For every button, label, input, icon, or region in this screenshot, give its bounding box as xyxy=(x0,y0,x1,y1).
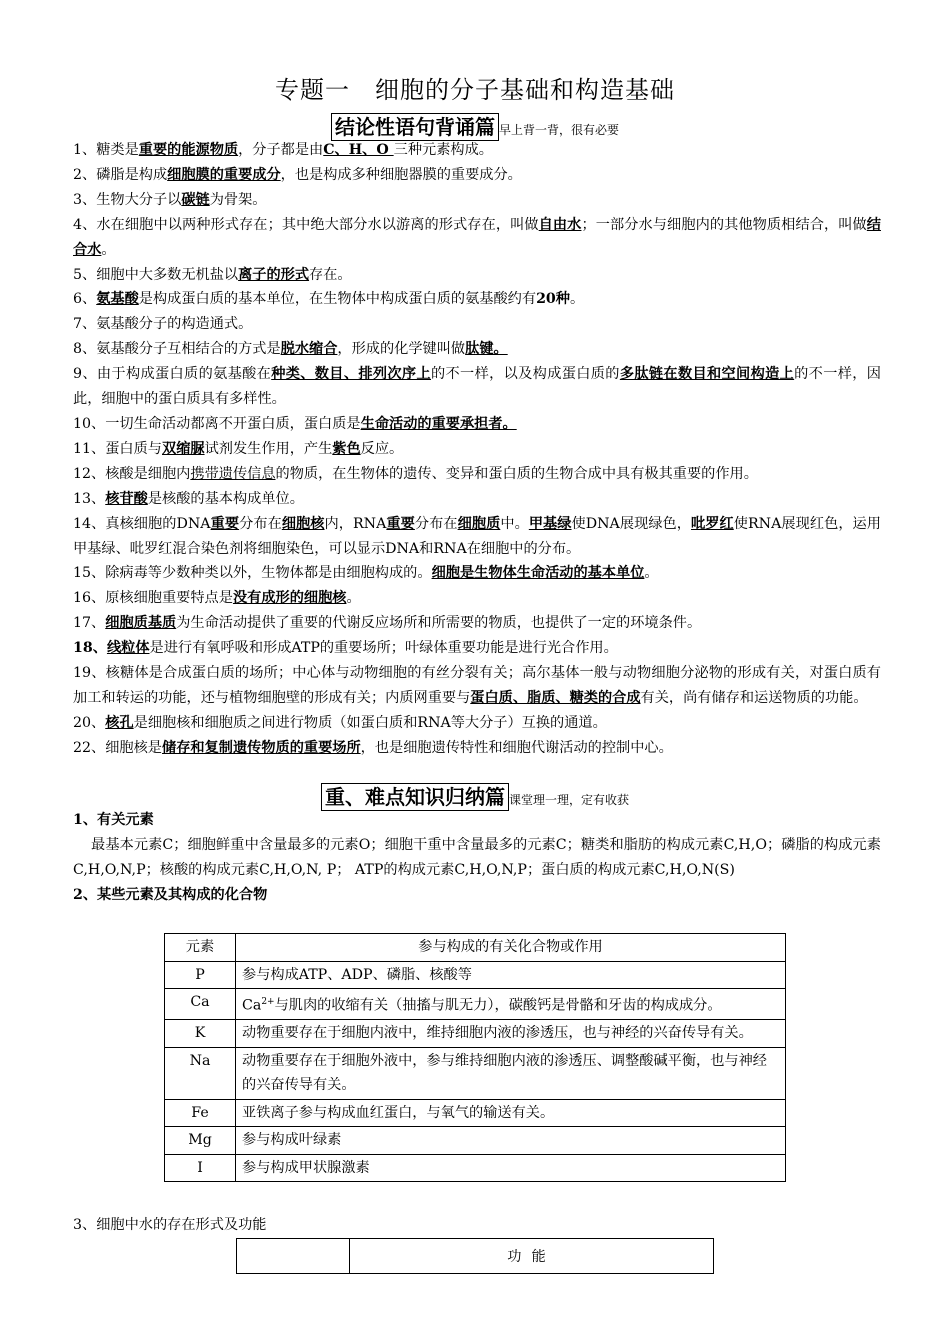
element-cell: Na xyxy=(165,1047,236,1099)
table-row xyxy=(165,989,786,1020)
element-cell: Fe xyxy=(165,1099,236,1127)
elements-paragraph: 最基本元素C；细胞鲜重中含量最多的元素O；细胞干重中含量最多的元素C；糖类和脂肪的构成元素C,H,O；磷脂的构成元素C,H,O,N,P；核酸的构成元素C,H,O,N, P； ATP的构成元素C,H,O,N,P；蛋白质的构成元素C,H,O,N(S) xyxy=(73,836,881,878)
list-item: 9、由于构成蛋白质的氨基酸在种类、数目、排列次序上的不一样，以及构成蛋白质的多肽链在数目和空间构造上的不一样，因此，细胞中的蛋白质具有多样性。 xyxy=(73,366,881,408)
table-row xyxy=(165,1020,786,1048)
list-item: 3、生物大分子以碳链为骨架。 xyxy=(73,191,267,208)
section-heading-box: 结论性语句背诵篇 xyxy=(331,113,499,141)
element-cell: Mg xyxy=(165,1127,236,1155)
elements-table xyxy=(164,933,786,1182)
list-item: 16、原核细胞重要特点是没有成形的细胞核。 xyxy=(73,590,361,607)
element-cell: Ca xyxy=(165,989,236,1020)
list-item: 8、氨基酸分子互相结合的方式是脱水缩合，形成的化学键叫做肽键。 xyxy=(73,341,508,358)
element-cell: I xyxy=(165,1154,236,1182)
list-item: 17、细胞质基质为生命活动提供了重要的代谢反应场所和所需要的物质，也提供了一定的环境条件。 xyxy=(73,615,702,632)
table-header-row xyxy=(165,934,786,962)
description-cell: 参与构成甲状腺激素 xyxy=(236,1154,786,1182)
section-note: 早上背一背，很有必要 xyxy=(498,123,619,137)
table-header: 元素 xyxy=(165,934,236,962)
section-heading-conclusions xyxy=(0,113,950,141)
list-item: 10、一切生命活动都离不开蛋白质，蛋白质是生命活动的重要承担者。 xyxy=(73,415,517,432)
subsection-heading: 2、某些元素及其构成的化合物 xyxy=(73,886,268,903)
description-cell: 参与构成叶绿素 xyxy=(236,1127,786,1155)
table-row xyxy=(165,1047,786,1099)
table-header-row xyxy=(237,1239,714,1274)
water-section xyxy=(73,1213,881,1238)
table-header xyxy=(237,1239,350,1274)
list-item: 6、氨基酸是构成蛋白质的基本单位，在生物体中构成蛋白质的氨基酸约有20种。 xyxy=(73,291,585,308)
section-heading-keypoints xyxy=(0,783,950,811)
element-cell: P xyxy=(165,961,236,989)
list-item: 7、氨基酸分子的构造通式。 xyxy=(73,316,253,333)
list-item: 15、除病毒等少数种类以外，生物体都是由细胞构成的。细胞是生物体生命活动的基本单位。 xyxy=(73,565,659,582)
section-note: 课堂理一理，定有收获 xyxy=(508,793,629,807)
list-item: 4、水在细胞中以两种形式存在；其中绝大部分水以游离的形式存在，叫做自由水；一部分水与细胞内的其他物质相结合，叫做结合水。 xyxy=(73,216,881,258)
table-row xyxy=(165,1154,786,1182)
list-item: 20、核孔是细胞核和细胞质之间进行物质（如蛋白质和RNA等大分子）互换的通道。 xyxy=(73,714,607,731)
element-cell: K xyxy=(165,1020,236,1048)
list-item: 22、细胞核是储存和复制遗传物质的重要场所，也是细胞遗传特性和细胞代谢活动的控制中心。 xyxy=(73,739,673,756)
list-item: 12、核酸是细胞内携带遗传信息的物质，在生物体的遗传、变异和蛋白质的生物合成中具有极其重要的作用。 xyxy=(73,465,758,482)
page-title: 专题一 细胞的分子基础和构造基础 xyxy=(275,76,675,104)
table-header: 参与构成的有关化合物或作用 xyxy=(236,934,786,962)
description-cell: 动物重要存在于细胞外液中，参与维持细胞内液的渗透压、调整酸碱平衡，也与神经的兴奋传导有关。 xyxy=(236,1047,786,1099)
water-table xyxy=(236,1238,714,1274)
elements-section xyxy=(73,808,881,908)
table-row xyxy=(165,1127,786,1155)
table-row xyxy=(165,1099,786,1127)
table-header: 功能 xyxy=(350,1239,714,1274)
description-cell: $Ca^{2+}$与肌肉的收缩有关（抽搐与肌无力），碳酸钙是骨骼和牙齿的构成成分。 xyxy=(236,989,786,1020)
subsection-heading: 3、细胞中水的存在形式及功能 xyxy=(73,1217,267,1233)
description-cell: 动物重要存在于细胞内液中，维持细胞内液的渗透压，也与神经的兴奋传导有关。 xyxy=(236,1020,786,1048)
list-item: 11、蛋白质与双缩脲试剂发生作用，产生紫色反应。 xyxy=(73,440,404,457)
conclusion-list xyxy=(73,138,881,761)
description-cell: 亚铁离子参与构成血红蛋白，与氧气的输送有关。 xyxy=(236,1099,786,1127)
list-item: 13、核苷酸是核酸的基本构成单位。 xyxy=(73,490,304,507)
description-cell: 参与构成ATP、ADP、磷脂、核酸等 xyxy=(236,961,786,989)
list-item: 5、细胞中大多数无机盐以离子的形式存在。 xyxy=(73,266,352,283)
list-item: 2、磷脂是构成细胞膜的重要成分，也是构成多种细胞器膜的重要成分。 xyxy=(73,166,522,183)
list-item: 1、糖类是重要的能源物质，分子都是由C、H、O 三种元素构成。 xyxy=(73,142,493,158)
list-item: 14、真核细胞的DNA重要分布在细胞核内，RNA重要分布在细胞质中。甲基绿使DNA展现绿色，吡罗红使RNA展现红色，运用甲基绿、吡罗红混合染色剂将细胞染色，可以显示DNA和RNA在细胞中的分布。 xyxy=(73,515,881,557)
table-row xyxy=(165,961,786,989)
list-item: 18、线粒体是进行有氧呼吸和形成ATP的重要场所；叶绿体重要功能是进行光合作用。 xyxy=(73,640,618,657)
section-heading-box: 重、难点知识归纳篇 xyxy=(321,783,509,811)
subsection-heading: 1、有关元素 xyxy=(73,812,154,828)
list-item: 19、核糖体是合成蛋白质的场所；中心体与动物细胞的有丝分裂有关；高尔基体一般与动物细胞分泌物的形成有关，对蛋白质有加工和转运的功能，还与植物细胞壁的形成有关；内质网重要与蛋白质、脂质、糖类的合成有关，尚有储存和运送物质的功能。 xyxy=(73,665,881,706)
